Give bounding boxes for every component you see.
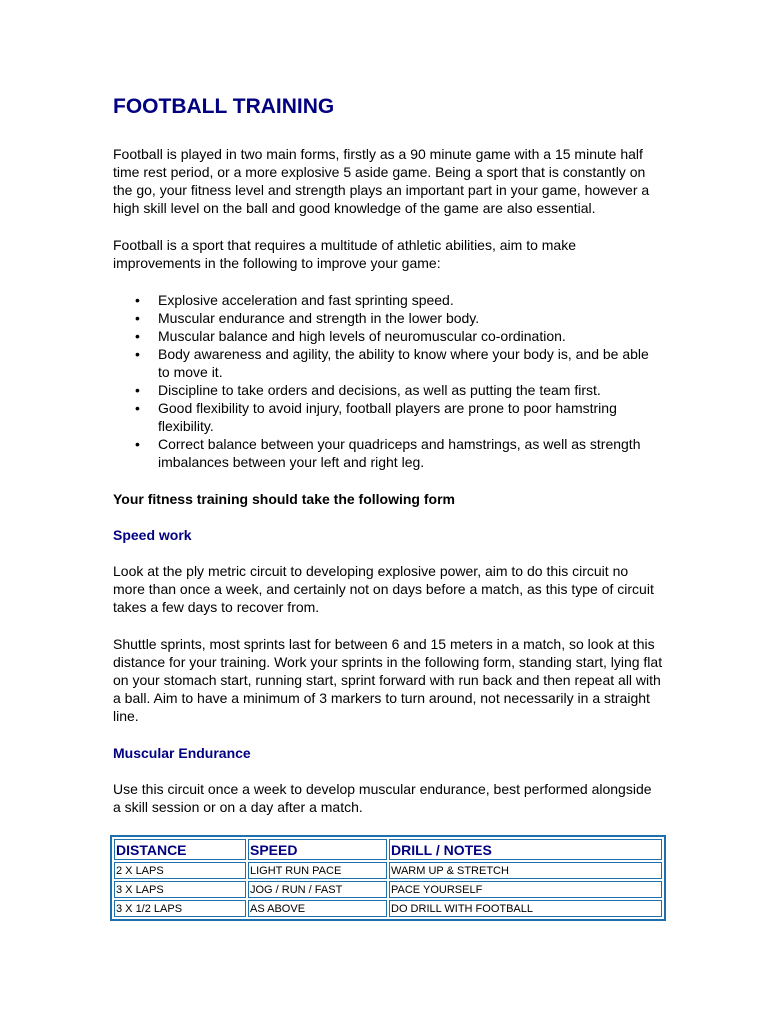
bullet-icon: •: [135, 292, 140, 308]
table-cell: AS ABOVE: [248, 900, 387, 917]
list-item-text: Muscular endurance and strength in the lower body.: [158, 310, 480, 326]
intro-paragraph-2: Football is a sport that requires a multitude of athletic abilities, aim to make improvements in the following to improve your game:: [113, 237, 576, 271]
speed-work-paragraph-2: Shuttle sprints, most sprints last for between 6 and 15 meters in a match, so look at this distance for your training. Work your sprints in the following form, standing start, lying flat on your stomach start, running start, sprint forward with run back and then repeat all with a ball. Aim to have a minimum of 3 markers to turn around, not necessarily in a straight line.: [113, 636, 663, 724]
list-item-text: Discipline to take orders and decisions, as well as putting the team first.: [158, 382, 601, 398]
bullet-icon: •: [135, 400, 140, 416]
bullet-icon: •: [135, 382, 140, 398]
table-cell: 2 X LAPS: [114, 862, 246, 879]
list-item-text: Correct balance between your quadriceps and hamstrings, as well as strength imbalances between your left and right leg.: [158, 436, 641, 470]
speed-work-heading: Speed work: [113, 527, 192, 543]
list-item: [135, 309, 663, 327]
list-item: [135, 435, 663, 471]
table-row: [114, 900, 662, 917]
bullet-icon: •: [135, 436, 140, 452]
muscular-endurance-heading: Muscular Endurance: [113, 745, 251, 761]
bullet-icon: •: [135, 310, 140, 326]
speed-work-paragraph-1: Look at the ply metric circuit to developing explosive power, aim to do this circuit no more than once a week, and certainly not on days before a match, as this type of circuit takes a few days to recover from.: [113, 563, 654, 615]
muscular-endurance-paragraph: Use this circuit once a week to develop muscular endurance, best performed alongside a skill session or on a day after a match.: [113, 781, 652, 815]
column-header-drill-notes: DRILL / NOTES: [389, 839, 662, 860]
list-item-text: Explosive acceleration and fast sprinting speed.: [158, 292, 454, 308]
abilities-list: [113, 291, 663, 471]
table-cell: DO DRILL WITH FOOTBALL: [389, 900, 662, 917]
table-header-row: [114, 839, 662, 860]
table-cell: PACE YOURSELF: [389, 881, 662, 898]
table-cell: 3 X LAPS: [114, 881, 246, 898]
bullet-icon: •: [135, 346, 140, 362]
page-title: FOOTBALL TRAINING: [113, 95, 335, 118]
list-item-text: Muscular balance and high levels of neuromuscular co-ordination.: [158, 328, 566, 344]
table-row: [114, 881, 662, 898]
table-cell: LIGHT RUN PACE: [248, 862, 387, 879]
column-header-speed: SPEED: [248, 839, 387, 860]
list-item-text: Good flexibility to avoid injury, football players are prone to poor hamstring flexibility.: [158, 400, 617, 434]
intro-paragraph-1: Football is played in two main forms, firstly as a 90 minute game with a 15 minute half time rest period, or a more explosive 5 aside game. Being a sport that is constantly on the go, your fitness level and strength plays an important part in your game, however a high skill level on the ball and good knowledge of the game are also essential.: [113, 146, 650, 216]
bullet-icon: •: [135, 328, 140, 344]
form-heading: Your fitness training should take the following form: [113, 491, 455, 507]
document-page: [113, 93, 663, 921]
table-cell: WARM UP & STRETCH: [389, 862, 662, 879]
list-item: [135, 381, 663, 399]
list-item-text: Body awareness and agility, the ability to know where your body is, and be able to move it.: [158, 346, 649, 380]
drills-table: [110, 835, 666, 921]
table-cell: 3 X 1/2 LAPS: [114, 900, 246, 917]
list-item: [135, 291, 663, 309]
column-header-distance: DISTANCE: [114, 839, 246, 860]
list-item: [135, 345, 663, 381]
table-cell: JOG / RUN / FAST: [248, 881, 387, 898]
list-item: [135, 327, 663, 345]
list-item: [135, 399, 663, 435]
table-row: [114, 862, 662, 879]
